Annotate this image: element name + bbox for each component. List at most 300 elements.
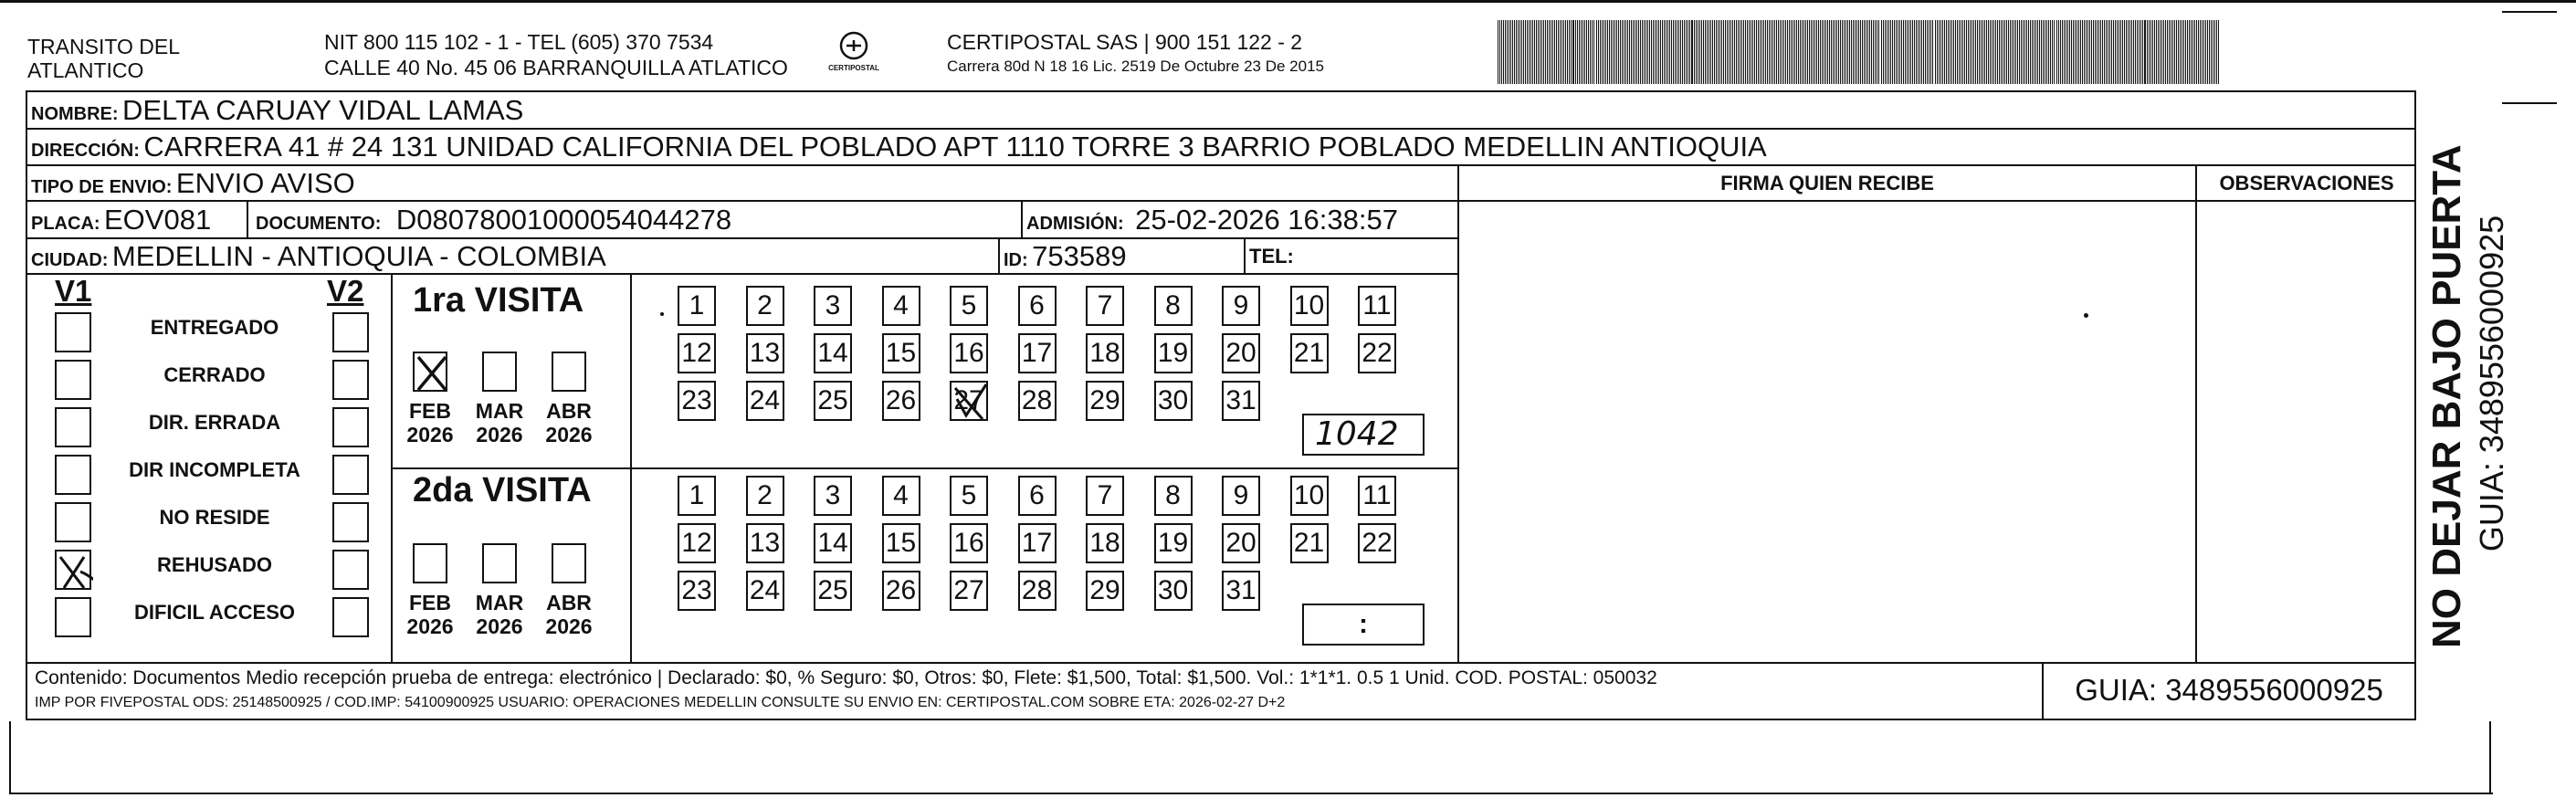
day-number: 21 xyxy=(1293,528,1325,558)
day-box[interactable] xyxy=(1018,523,1057,563)
day-box[interactable] xyxy=(1154,571,1193,611)
name-row xyxy=(31,94,523,127)
day-box[interactable] xyxy=(950,523,988,563)
v2-checkbox[interactable] xyxy=(332,550,369,590)
barcode-bar xyxy=(2140,20,2141,84)
barcode-bar xyxy=(1682,20,1683,84)
day-number: 15 xyxy=(885,528,917,558)
day-box[interactable] xyxy=(882,286,920,326)
certipostal-logo xyxy=(826,27,881,79)
day-box[interactable] xyxy=(746,476,784,516)
barcode-bar xyxy=(1973,20,1974,84)
barcode-bar xyxy=(1662,20,1663,84)
v1-checkbox[interactable] xyxy=(55,597,91,637)
barcode-bar xyxy=(2156,20,2157,84)
barcode-bar xyxy=(1995,20,1996,84)
month-checkbox[interactable] xyxy=(482,543,517,583)
day-number: 2 xyxy=(757,290,773,320)
barcode-bar xyxy=(1607,20,1608,84)
v2-checkbox[interactable] xyxy=(332,312,369,352)
barcode-bar xyxy=(1798,20,1799,84)
barcode-bar xyxy=(1888,20,1889,84)
day-box[interactable] xyxy=(814,286,852,326)
barcode-bar xyxy=(1586,20,1587,84)
barcode-bar xyxy=(1939,20,1940,84)
id-cell xyxy=(1004,240,1127,273)
barcode-bar xyxy=(1772,20,1773,84)
barcode-bar xyxy=(1747,20,1748,84)
month-name: FEB xyxy=(409,591,451,614)
v1-checkbox[interactable] xyxy=(55,502,91,542)
barcode-bar xyxy=(1809,20,1810,84)
barcode-bar xyxy=(2113,20,2114,84)
barcode-bar xyxy=(1885,20,1886,84)
day-number: 24 xyxy=(749,575,781,605)
day-number: 4 xyxy=(893,290,909,320)
barcode-bar xyxy=(1778,20,1779,84)
city: MEDELLIN - ANTIOQUIA - COLOMBIA xyxy=(111,240,606,272)
barcode-bar xyxy=(2012,20,2013,84)
barcode-bar xyxy=(2111,20,2112,84)
day-number: 26 xyxy=(885,385,917,415)
barcode-bar xyxy=(2191,20,2192,84)
barcode-bar xyxy=(1856,20,1857,84)
day-box[interactable] xyxy=(1222,333,1260,373)
barcode-bar xyxy=(1658,20,1659,84)
second-visit-time: : xyxy=(1359,609,1368,639)
barcode-bar xyxy=(2084,20,2085,84)
barcode-bar xyxy=(1982,20,1983,84)
barcode-bar xyxy=(2196,20,2197,84)
barcode-bar xyxy=(2095,20,2096,84)
day-box[interactable] xyxy=(814,476,852,516)
barcode-bar xyxy=(1946,20,1947,84)
day-box[interactable] xyxy=(1290,523,1329,563)
month-name: ABR xyxy=(546,399,592,423)
barcode-bar xyxy=(2124,20,2125,84)
address-row xyxy=(31,131,1767,163)
month-checkbox[interactable] xyxy=(552,352,586,392)
day-number: 14 xyxy=(817,528,848,558)
day-number: 15 xyxy=(885,338,917,368)
day-box[interactable] xyxy=(1222,476,1260,516)
barcode-bar xyxy=(2214,20,2215,84)
barcode-bar xyxy=(1873,20,1874,84)
barcode-bar xyxy=(2024,20,2025,84)
day-box[interactable] xyxy=(678,286,716,326)
day-box[interactable] xyxy=(678,523,716,563)
day-box[interactable] xyxy=(882,476,920,516)
day-box[interactable] xyxy=(814,523,852,563)
no-dejar-bajo-puerta: NO DEJAR BAJO PUERTA xyxy=(2424,144,2469,648)
barcode-bar xyxy=(1986,20,1987,84)
barcode-bar xyxy=(2050,20,2051,84)
barcode-bar xyxy=(1761,20,1762,84)
barcode-bar xyxy=(1684,20,1685,84)
content-line: Contenido: Documentos Medio recepción prueba de entrega: electrónico | Declarado: $0, % Seguro: $0, Otros: $0, Flete: $1,500, Total: $1,500. Vol.: 1*1*1. 0.5 1 Unid. COD. POSTAL: 050032 xyxy=(35,667,1657,688)
barcode-bar xyxy=(1602,20,1603,84)
day-box[interactable] xyxy=(1086,571,1124,611)
barcode-bar xyxy=(1501,20,1502,84)
barcode-bar xyxy=(1791,20,1792,84)
barcode-bar xyxy=(2056,20,2057,84)
barcode-bar xyxy=(2169,20,2170,84)
barcode-bar xyxy=(1763,20,1764,84)
barcode-bar xyxy=(1645,20,1646,84)
dot-mark xyxy=(2084,313,2088,318)
barcode-bar xyxy=(1618,20,1619,84)
day-box[interactable] xyxy=(746,571,784,611)
day-box[interactable] xyxy=(1018,333,1057,373)
barcode-bar xyxy=(2098,20,2099,84)
day-number: 23 xyxy=(681,385,712,415)
barcode-bar xyxy=(1894,20,1895,84)
day-box[interactable] xyxy=(1018,286,1057,326)
barcode-bar xyxy=(1560,20,1561,84)
barcode-bar xyxy=(2211,20,2212,84)
barcode-bar xyxy=(1743,20,1744,84)
day-box[interactable] xyxy=(1290,286,1329,326)
barcode-bar xyxy=(1984,20,1985,84)
barcode-bar xyxy=(2006,20,2007,84)
barcode-bar xyxy=(1818,20,1819,84)
barcode-bar xyxy=(1847,20,1848,84)
day-box[interactable] xyxy=(1086,381,1124,421)
day-box[interactable] xyxy=(814,381,852,421)
barcode-bar xyxy=(1844,20,1845,84)
barcode-bar xyxy=(2064,20,2065,84)
day-box[interactable] xyxy=(1086,286,1124,326)
barcode-bar xyxy=(1627,20,1628,84)
barcode-bar xyxy=(1532,20,1533,84)
day-number: 12 xyxy=(681,528,712,558)
barcode-bar xyxy=(1853,20,1854,84)
barcode-bar xyxy=(1971,20,1972,84)
barcode-bar xyxy=(1796,20,1797,84)
barcode-bar xyxy=(2200,20,2201,84)
barcode-bar xyxy=(2207,20,2208,84)
barcode-bar xyxy=(1549,20,1550,84)
barcode-bar xyxy=(1616,20,1617,84)
barcode-bar xyxy=(1600,20,1601,84)
day-box[interactable] xyxy=(1018,381,1057,421)
day-box[interactable] xyxy=(882,381,920,421)
barcode-bar xyxy=(2102,20,2103,84)
day-number: 1 xyxy=(689,290,705,320)
name-label: NOMBRE: xyxy=(31,104,119,124)
day-number: 29 xyxy=(1089,575,1120,605)
day-box[interactable] xyxy=(1358,523,1396,563)
barcode-bar xyxy=(1603,20,1604,84)
v1-checkbox[interactable] xyxy=(55,455,91,495)
barcode-bar xyxy=(2165,20,2166,84)
day-box[interactable] xyxy=(1154,333,1193,373)
first-visit-title: 1ra VISITA xyxy=(413,281,584,320)
barcode-bar xyxy=(1510,20,1511,84)
barcode-bar xyxy=(1507,20,1508,84)
barcode-bar xyxy=(1613,20,1614,84)
v1-checkbox[interactable] xyxy=(55,550,91,590)
barcode-bar xyxy=(1752,20,1753,84)
status-label: DIR INCOMPLETA xyxy=(129,458,300,481)
barcode-bar xyxy=(1919,20,1920,84)
month-checkbox[interactable] xyxy=(482,352,517,392)
barcode-bar xyxy=(1953,20,1954,84)
barcode-bar xyxy=(1543,20,1544,84)
day-box[interactable] xyxy=(1222,571,1260,611)
day-box[interactable] xyxy=(1154,381,1193,421)
barcode-bar xyxy=(1675,20,1676,84)
month-label xyxy=(541,399,596,446)
day-box[interactable] xyxy=(1154,523,1193,563)
barcode-bar xyxy=(1614,20,1615,84)
barcode-bar xyxy=(1719,20,1720,84)
day-box[interactable] xyxy=(1086,476,1124,516)
barcode-bar xyxy=(1741,20,1742,84)
barcode-bar xyxy=(1783,20,1784,84)
barcode-bar xyxy=(1912,20,1913,84)
barcode-bar xyxy=(1622,20,1623,84)
month-label xyxy=(403,399,457,446)
barcode-bar xyxy=(1563,20,1564,84)
day-box[interactable] xyxy=(1018,476,1057,516)
day-number: 30 xyxy=(1157,575,1189,605)
barcode-bar xyxy=(1547,20,1548,84)
barcode-bar xyxy=(1736,20,1737,84)
barcode-bar xyxy=(1774,20,1775,84)
barcode-bar xyxy=(2135,20,2136,84)
day-box[interactable] xyxy=(1358,333,1396,373)
v2-checkbox[interactable] xyxy=(332,597,369,637)
barcode-bar xyxy=(1611,20,1612,84)
observations-header: OBSERVACIONES xyxy=(2219,172,2394,194)
barcode-bar xyxy=(2152,20,2153,84)
status-label: CERRADO xyxy=(163,363,266,386)
barcode-bar xyxy=(1869,20,1870,84)
barcode-bar xyxy=(1756,20,1757,84)
day-box[interactable] xyxy=(746,286,784,326)
day-box[interactable] xyxy=(1086,333,1124,373)
day-number: 10 xyxy=(1293,480,1325,510)
month-checkbox[interactable] xyxy=(413,352,447,392)
barcode-bar xyxy=(1584,20,1585,84)
barcode-bar xyxy=(1534,20,1535,84)
barcode-bar xyxy=(1581,20,1582,84)
barcode-bar xyxy=(2185,20,2186,84)
day-box[interactable] xyxy=(882,333,920,373)
first-visit-time-box xyxy=(1302,414,1425,456)
barcode-bar xyxy=(1669,20,1670,84)
day-box[interactable] xyxy=(678,381,716,421)
barcode-bar xyxy=(2149,20,2150,84)
admission-label: ADMISIÓN: xyxy=(1026,214,1124,234)
day-box[interactable] xyxy=(882,571,920,611)
month-year: 2026 xyxy=(476,423,523,446)
v2-checkbox[interactable] xyxy=(332,407,369,447)
second-visit-title: 2da VISITA xyxy=(413,471,592,509)
city-label: CIUDAD: xyxy=(31,250,109,270)
dot-mark xyxy=(660,312,664,316)
barcode-bar xyxy=(2060,20,2061,84)
barcode-bar xyxy=(1883,20,1884,84)
day-number: 5 xyxy=(961,480,977,510)
day-box[interactable] xyxy=(950,571,988,611)
day-box[interactable] xyxy=(746,381,784,421)
barcode-bar xyxy=(1529,20,1530,84)
city-cell xyxy=(31,240,606,273)
barcode-bar xyxy=(1918,20,1919,84)
month-year: 2026 xyxy=(406,423,454,446)
barcode-bar xyxy=(2120,20,2121,84)
barcode-bar xyxy=(1590,20,1591,84)
barcode-bar xyxy=(2178,20,2179,84)
barcode-bar xyxy=(1794,20,1795,84)
day-number: 18 xyxy=(1089,338,1120,368)
month-label xyxy=(472,591,527,638)
barcode-bar xyxy=(1860,20,1861,84)
barcode-bar xyxy=(2209,20,2210,84)
second-visit-time-box xyxy=(1302,604,1425,646)
barcode-bar xyxy=(2082,20,2083,84)
company-line: CERTIPOSTAL SAS | 900 151 122 - 2 xyxy=(947,30,1303,54)
barcode-bar xyxy=(2150,20,2151,84)
v1-checkbox[interactable] xyxy=(55,407,91,447)
barcode-bar xyxy=(1771,20,1772,84)
barcode-bar xyxy=(1905,20,1906,84)
day-box[interactable] xyxy=(1358,286,1396,326)
month-year: 2026 xyxy=(406,614,454,638)
barcode-bar xyxy=(1701,20,1702,84)
day-box[interactable] xyxy=(950,286,988,326)
day-box[interactable] xyxy=(1290,476,1329,516)
day-box[interactable] xyxy=(678,571,716,611)
barcode-bar xyxy=(1525,20,1526,84)
v1-checkbox[interactable] xyxy=(55,312,91,352)
day-box[interactable] xyxy=(814,333,852,373)
barcode-bar xyxy=(1896,20,1897,84)
barcode-bar xyxy=(1689,20,1690,84)
barcode-bar xyxy=(1955,20,1956,84)
document-label: DOCUMENTO: xyxy=(256,214,382,234)
barcode-bar xyxy=(2093,20,2094,84)
document-number: D08078001000054044278 xyxy=(395,204,732,236)
barcode-bar xyxy=(1536,20,1537,84)
barcode-bar xyxy=(1836,20,1837,84)
barcode-bar xyxy=(1767,20,1768,84)
barcode-bar xyxy=(1631,20,1632,84)
barcode-bar xyxy=(1625,20,1626,84)
day-number: 7 xyxy=(1097,290,1113,320)
barcode-bar xyxy=(2069,20,2070,84)
plate-label: PLACA: xyxy=(31,214,100,234)
signature-header: FIRMA QUIEN RECIBE xyxy=(1720,172,1934,194)
barcode-bar xyxy=(1951,20,1952,84)
barcode-bar xyxy=(2158,20,2159,84)
barcode-bar xyxy=(1527,20,1528,84)
day-number: 9 xyxy=(1233,290,1249,320)
day-box[interactable] xyxy=(1018,571,1057,611)
day-number: 16 xyxy=(953,528,984,558)
day-box[interactable] xyxy=(1358,476,1396,516)
day-box[interactable] xyxy=(678,333,716,373)
day-number: 31 xyxy=(1225,575,1256,605)
day-box[interactable] xyxy=(1222,381,1260,421)
day-box[interactable] xyxy=(1154,286,1193,326)
day-number: 25 xyxy=(817,575,848,605)
day-box[interactable] xyxy=(950,333,988,373)
barcode-bar xyxy=(1745,20,1746,84)
day-box[interactable] xyxy=(1086,523,1124,563)
day-box[interactable] xyxy=(1222,523,1260,563)
barcode-bar xyxy=(2163,20,2164,84)
barcode-bar xyxy=(2097,20,2098,84)
v2-checkbox[interactable] xyxy=(332,455,369,495)
barcode-bar xyxy=(2021,20,2022,84)
day-box[interactable] xyxy=(1154,476,1193,516)
month-name: MAR xyxy=(475,399,524,423)
day-box[interactable] xyxy=(1222,286,1260,326)
barcode-bar xyxy=(1999,20,2000,84)
day-box[interactable] xyxy=(950,476,988,516)
v1-checkbox[interactable] xyxy=(55,360,91,400)
v2-checkbox[interactable] xyxy=(332,502,369,542)
barcode-bar xyxy=(2052,20,2053,84)
v2-checkbox[interactable] xyxy=(332,360,369,400)
barcode-bar xyxy=(1512,20,1513,84)
barcode-bar xyxy=(2075,20,2076,84)
barcode-bar xyxy=(2078,20,2079,84)
barcode-bar xyxy=(1970,20,1971,84)
barcode-bar xyxy=(1579,20,1580,84)
barcode-bar xyxy=(1656,20,1657,84)
barcode-bar xyxy=(1649,20,1650,84)
barcode-bar xyxy=(2017,20,2018,84)
barcode-bar xyxy=(1723,20,1724,84)
day-number: 11 xyxy=(1362,480,1392,510)
month-checkbox[interactable] xyxy=(552,543,586,583)
barcode-bar xyxy=(1838,20,1839,84)
day-box[interactable] xyxy=(1290,333,1329,373)
day-number: 17 xyxy=(1021,338,1053,368)
barcode-bar xyxy=(1944,20,1945,84)
barcode-bar xyxy=(2106,20,2107,84)
day-box[interactable] xyxy=(746,333,784,373)
barcode-bar xyxy=(1776,20,1777,84)
day-box[interactable] xyxy=(678,476,716,516)
company-info xyxy=(947,29,1324,79)
day-number: 30 xyxy=(1157,385,1189,415)
barcode-bar xyxy=(1651,20,1652,84)
status-label: ENTREGADO xyxy=(150,316,279,339)
day-number: 8 xyxy=(1165,480,1181,510)
barcode-bar xyxy=(2001,20,2002,84)
v2-label: V2 xyxy=(327,274,364,308)
day-box[interactable] xyxy=(882,523,920,563)
day-box[interactable] xyxy=(950,381,988,421)
barcode-bar xyxy=(1727,20,1728,84)
month-checkbox[interactable] xyxy=(413,543,447,583)
barcode-bar xyxy=(2067,20,2068,84)
barcode-bar xyxy=(1827,20,1828,84)
document-cell xyxy=(256,204,731,236)
status-label: DIR. ERRADA xyxy=(148,411,281,434)
day-number: 18 xyxy=(1089,528,1120,558)
barcode-bar xyxy=(1638,20,1639,84)
barcode-bar xyxy=(1732,20,1733,84)
day-box[interactable] xyxy=(746,523,784,563)
day-number: 20 xyxy=(1225,528,1256,558)
day-box[interactable] xyxy=(814,571,852,611)
